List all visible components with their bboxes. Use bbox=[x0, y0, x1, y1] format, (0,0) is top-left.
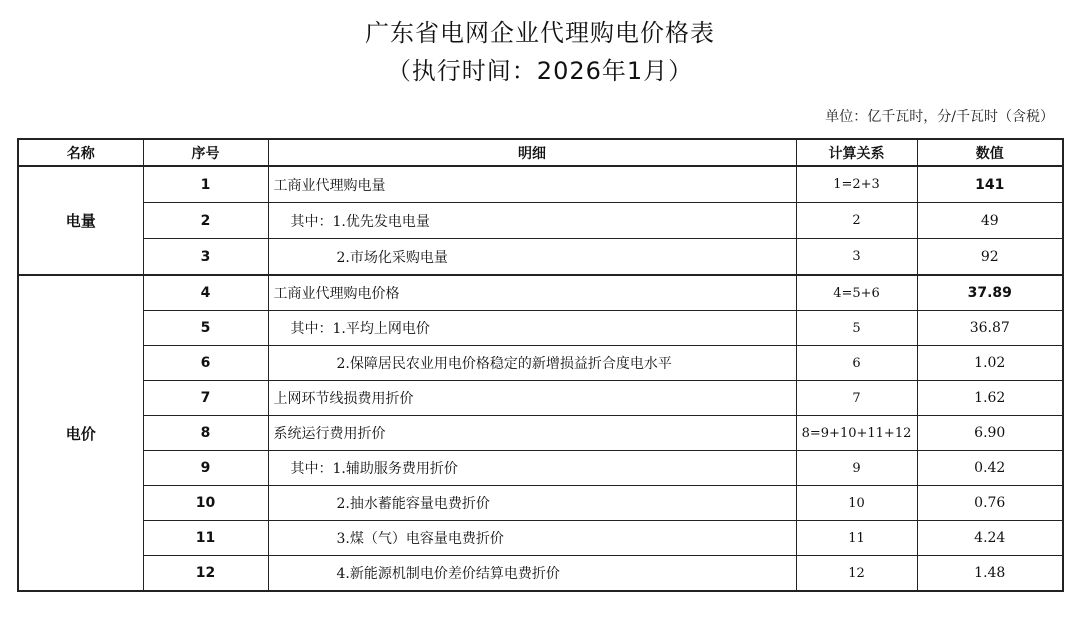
row-detail: 上网环节线损费用折价 bbox=[268, 381, 796, 416]
row-detail: 4.新能源机制电价差价结算电费折价 bbox=[268, 556, 796, 592]
row-calc: 6 bbox=[796, 346, 917, 381]
page-title: 广东省电网企业代理购电价格表 bbox=[365, 19, 715, 47]
row-value: 1.02 bbox=[917, 346, 1063, 381]
row-calc: 3 bbox=[796, 239, 917, 276]
row-seq: 2 bbox=[143, 203, 268, 239]
table-row bbox=[18, 556, 1063, 592]
table-row bbox=[18, 416, 1063, 451]
row-detail: 2.抽水蓄能容量电费折价 bbox=[268, 486, 796, 521]
row-seq: 12 bbox=[143, 556, 268, 592]
row-value: 37.89 bbox=[917, 275, 1063, 311]
row-detail: 其中：1.优先发电电量 bbox=[268, 203, 796, 239]
row-detail: 其中：1.辅助服务费用折价 bbox=[268, 451, 796, 486]
table-header-row bbox=[18, 139, 1063, 166]
row-detail: 2.市场化采购电量 bbox=[268, 239, 796, 276]
row-detail: 3.煤（气）电容量电费折价 bbox=[268, 521, 796, 556]
price-table bbox=[17, 138, 1064, 592]
column-header-name: 名称 bbox=[18, 139, 143, 166]
row-detail: 其中：1.平均上网电价 bbox=[268, 311, 796, 346]
table-row bbox=[18, 381, 1063, 416]
row-seq: 6 bbox=[143, 346, 268, 381]
row-calc: 5 bbox=[796, 311, 917, 346]
row-detail: 工商业代理购电价格 bbox=[268, 275, 796, 311]
table-row bbox=[18, 346, 1063, 381]
table-row bbox=[18, 486, 1063, 521]
row-calc: 11 bbox=[796, 521, 917, 556]
row-calc: 4=5+6 bbox=[796, 275, 917, 311]
row-seq: 11 bbox=[143, 521, 268, 556]
row-detail: 2.保障居民农业用电价格稳定的新增损益折合度电水平 bbox=[268, 346, 796, 381]
row-calc: 9 bbox=[796, 451, 917, 486]
row-value: 4.24 bbox=[917, 521, 1063, 556]
row-seq: 3 bbox=[143, 239, 268, 276]
row-calc: 12 bbox=[796, 556, 917, 592]
table-row bbox=[18, 166, 1063, 203]
row-seq: 7 bbox=[143, 381, 268, 416]
row-calc: 10 bbox=[796, 486, 917, 521]
table-row bbox=[18, 275, 1063, 311]
row-calc: 7 bbox=[796, 381, 917, 416]
unit-note: 单位：亿千瓦时，分/千瓦时（含税） bbox=[825, 109, 1054, 125]
group-name-price: 电价 bbox=[18, 275, 143, 591]
row-calc: 2 bbox=[796, 203, 917, 239]
table-row bbox=[18, 239, 1063, 276]
row-value: 1.62 bbox=[917, 381, 1063, 416]
table-row bbox=[18, 451, 1063, 486]
row-detail: 工商业代理购电量 bbox=[268, 166, 796, 203]
table-row bbox=[18, 311, 1063, 346]
page-subtitle: （执行时间：2026年1月） bbox=[386, 57, 694, 85]
row-value: 1.48 bbox=[917, 556, 1063, 592]
column-header-value: 数值 bbox=[917, 139, 1063, 166]
row-calc: 1=2+3 bbox=[796, 166, 917, 203]
column-header-detail: 明细 bbox=[268, 139, 796, 166]
row-detail: 系统运行费用折价 bbox=[268, 416, 796, 451]
row-value: 92 bbox=[917, 239, 1063, 276]
column-header-calc: 计算关系 bbox=[796, 139, 917, 166]
row-value: 6.90 bbox=[917, 416, 1063, 451]
table-row bbox=[18, 203, 1063, 239]
row-seq: 9 bbox=[143, 451, 268, 486]
row-seq: 10 bbox=[143, 486, 268, 521]
row-value: 141 bbox=[917, 166, 1063, 203]
row-seq: 4 bbox=[143, 275, 268, 311]
row-value: 49 bbox=[917, 203, 1063, 239]
table-row bbox=[18, 521, 1063, 556]
row-seq: 8 bbox=[143, 416, 268, 451]
row-calc: 8=9+10+11+12 bbox=[796, 416, 917, 451]
group-name-quantity: 电量 bbox=[18, 166, 143, 275]
row-seq: 1 bbox=[143, 166, 268, 203]
row-value: 36.87 bbox=[917, 311, 1063, 346]
column-header-seq: 序号 bbox=[143, 139, 268, 166]
row-seq: 5 bbox=[143, 311, 268, 346]
row-value: 0.42 bbox=[917, 451, 1063, 486]
row-value: 0.76 bbox=[917, 486, 1063, 521]
